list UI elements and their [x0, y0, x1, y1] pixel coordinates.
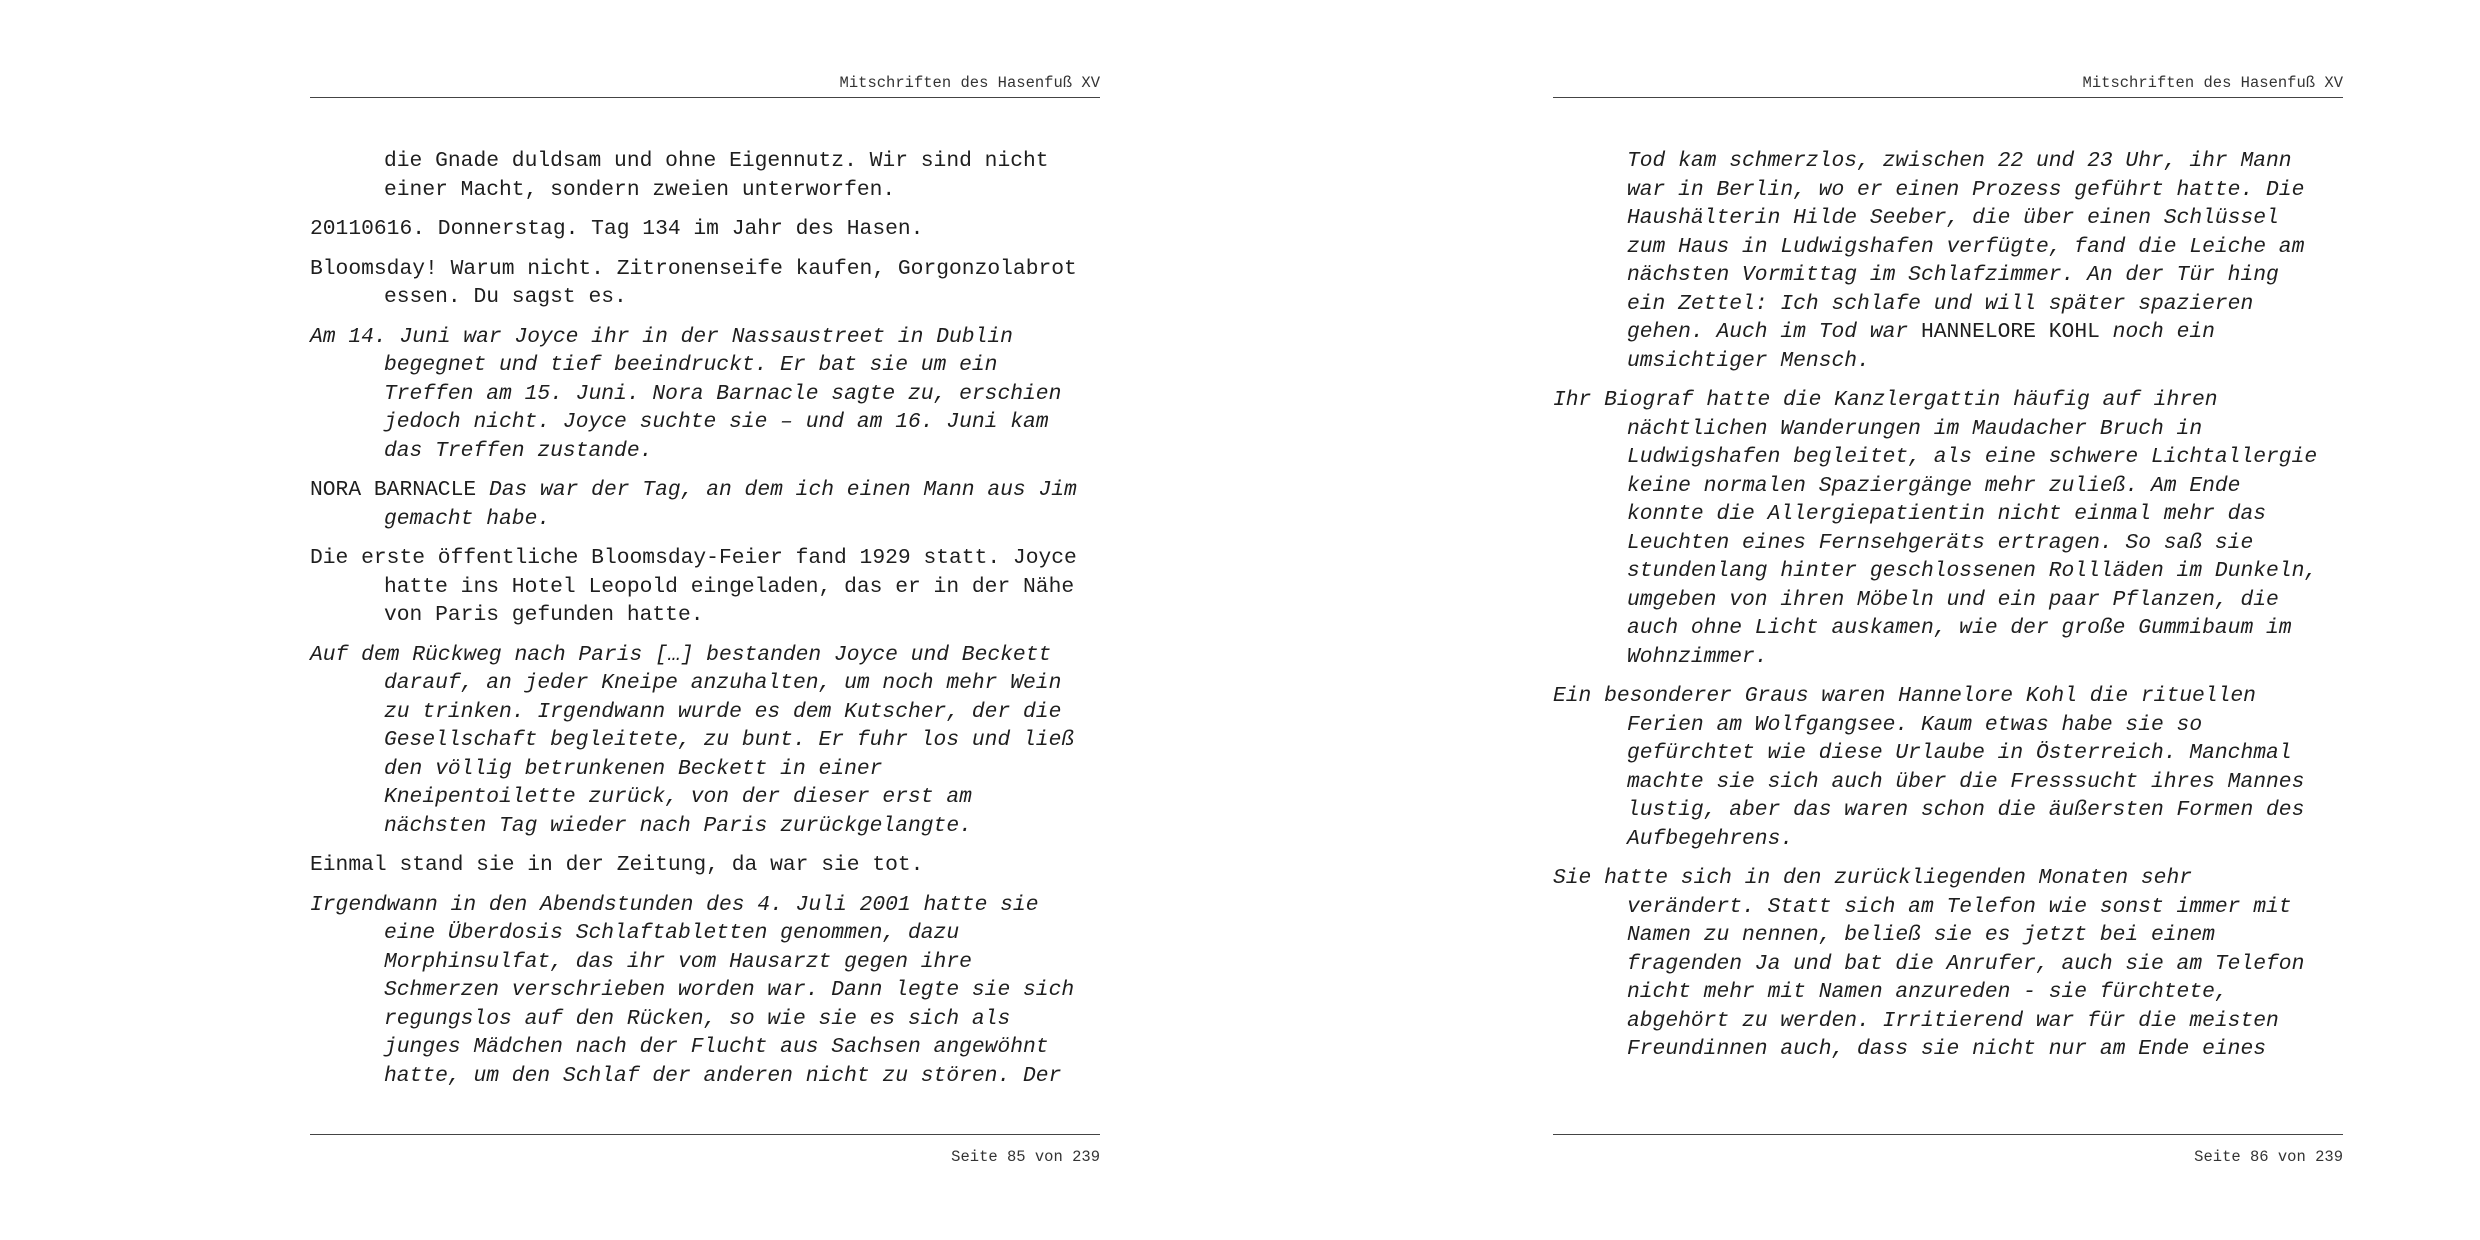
- dialogue-paragraph: [310, 476, 1105, 533]
- right-page: [1553, 0, 2343, 1240]
- left-page: [310, 0, 1100, 1240]
- quote-paragraph: Irgendwann in den Abendstunden des 4. Juli 2001 hatte sie eine Überdosis Schlaftabletten genommen, dazu Morphinsulfat, das ihr vom Hausarzt gegen ihre Schmerzen verschrieben worden war. Dann legte sie sich regungslos auf den Rücken, so wie sie es sich als junges Mädchen nach der Flucht aus Sachsen angewöhnt hatte, um den Schlaf der anderen nicht zu stören. Der: [310, 892, 1075, 1088]
- paragraph: Bloomsday! Warum nicht. Zitronenseife kaufen, Gorgonzolabrot essen. Du sagst es.: [310, 256, 1077, 309]
- quote-text: Tod kam schmerzlos, zwischen 22 und 23 Uhr, ihr Mann war in Berlin, wo er einen Prozess geführt hatte. Die Haushälterin Hilde Seeber, die über einen Schlüssel zum Haus in Ludwigshafen verfügte, fand die Leiche am nächsten Vormittag im Schlafzimmer. An der Tür hing ein Zettel: Ich schlafe und will später spazieren gehen. Auch im Tod war: [1627, 149, 2305, 344]
- quote-paragraph: Ihr Biograf hatte die Kanzlergattin häufig auf ihren nächtlichen Wanderungen im Maudacher Bruch in Ludwigshafen begleitet, als eine schwere Lichtallergie keine normalen Spaziergänge mehr zuließ. Am Ende konnte die Allergiepatientin nicht einmal mehr das Leuchten eines Fernsehgeräts ertragen. So saß sie stundenlang hinter geschlossenen Rollläden im Dunkeln, umgeben von ihren Möbeln und ein paar Pflanzen, die auch ohne Licht auskamen, wie der große Gummibaum im Wohnzimmer.: [1553, 388, 2318, 669]
- paragraph: 20110616. Donnerstag. Tag 134 im Jahr des Hasen.: [310, 217, 924, 241]
- running-head: Mitschriften des Hasenfuß XV: [2082, 74, 2343, 92]
- page-body: [1553, 147, 2348, 1075]
- footer-rule: [310, 1134, 1100, 1135]
- page-number: Seite 86 von 239: [2194, 1148, 2343, 1166]
- quote-paragraph: Sie hatte sich in den zurückliegenden Monaten sehr verändert. Statt sich am Telefon wie sonst immer mit Namen zu nennen, beließ sie es jetzt bei einem fragenden Ja und bat die Anrufer, auch sie am Telefon nicht mehr mit Namen anzureden - sie fürchtete, abgehört zu werden. Irritierend war für die meisten Freundinnen auch, dass sie nicht nur am Ende eines: [1553, 866, 2305, 1061]
- paragraph: Die erste öffentliche Bloomsday-Feier fand 1929 statt. Joyce hatte ins Hotel Leopold eingeladen, das er in der Nähe von Paris gefunden hatte.: [310, 546, 1077, 627]
- footer-rule: [1553, 1134, 2343, 1135]
- quote-text-tail: noch ein umsichtiger Mensch.: [1627, 320, 2215, 373]
- page-number: Seite 85 von 239: [951, 1148, 1100, 1166]
- running-head: Mitschriften des Hasenfuß XV: [839, 74, 1100, 92]
- name-caps: HANNELORE KOHL: [1920, 320, 2100, 344]
- quote-paragraph: [1553, 147, 2348, 375]
- quote-paragraph: Ein besonderer Graus waren Hannelore Kohl die rituellen Ferien am Wolfgangsee. Kaum etwas habe sie so gefürchtet wie diese Urlaube in Österreich. Manchmal machte sie sich auch über die Fresssucht ihres Mannes lustig, aber das waren schon die äußersten Formen des Aufbegehrens.: [1553, 684, 2305, 851]
- dialogue-text: Das war der Tag, an dem ich einen Mann aus Jim gemacht habe.: [384, 478, 1077, 531]
- speaker-name: NORA BARNACLE: [310, 478, 477, 502]
- paragraph: Einmal stand sie in der Zeitung, da war sie tot.: [310, 853, 924, 877]
- quote-paragraph: Auf dem Rückweg nach Paris […] bestanden Joyce und Beckett darauf, an jeder Kneipe anzuhalten, um noch mehr Wein zu trinken. Irgendwann wurde es dem Kutscher, der die Gesellschaft begleitete, zu bunt. Er fuhr los und ließ den völlig betrunkenen Beckett in einer Kneipentoilette zurück, von der dieser erst am nächsten Tag wieder nach Paris zurückgelangte.: [310, 642, 1075, 838]
- quote-paragraph: Am 14. Juni war Joyce ihr in der Nassaustreet in Dublin begegnet und tief beeindruckt. Er bat sie um ein Treffen am 15. Juni. Nora Barnacle sagte zu, erschien jedoch nicht. Joyce suchte sie – und am 16. Juni kam das Treffen zustande.: [310, 324, 1062, 463]
- paragraph: die Gnade duldsam und ohne Eigennutz. Wir sind nicht einer Macht, sondern zweien unterworfen.: [384, 149, 1049, 202]
- header-rule: [1553, 97, 2343, 98]
- page-body: [310, 147, 1105, 1101]
- header-rule: [310, 97, 1100, 98]
